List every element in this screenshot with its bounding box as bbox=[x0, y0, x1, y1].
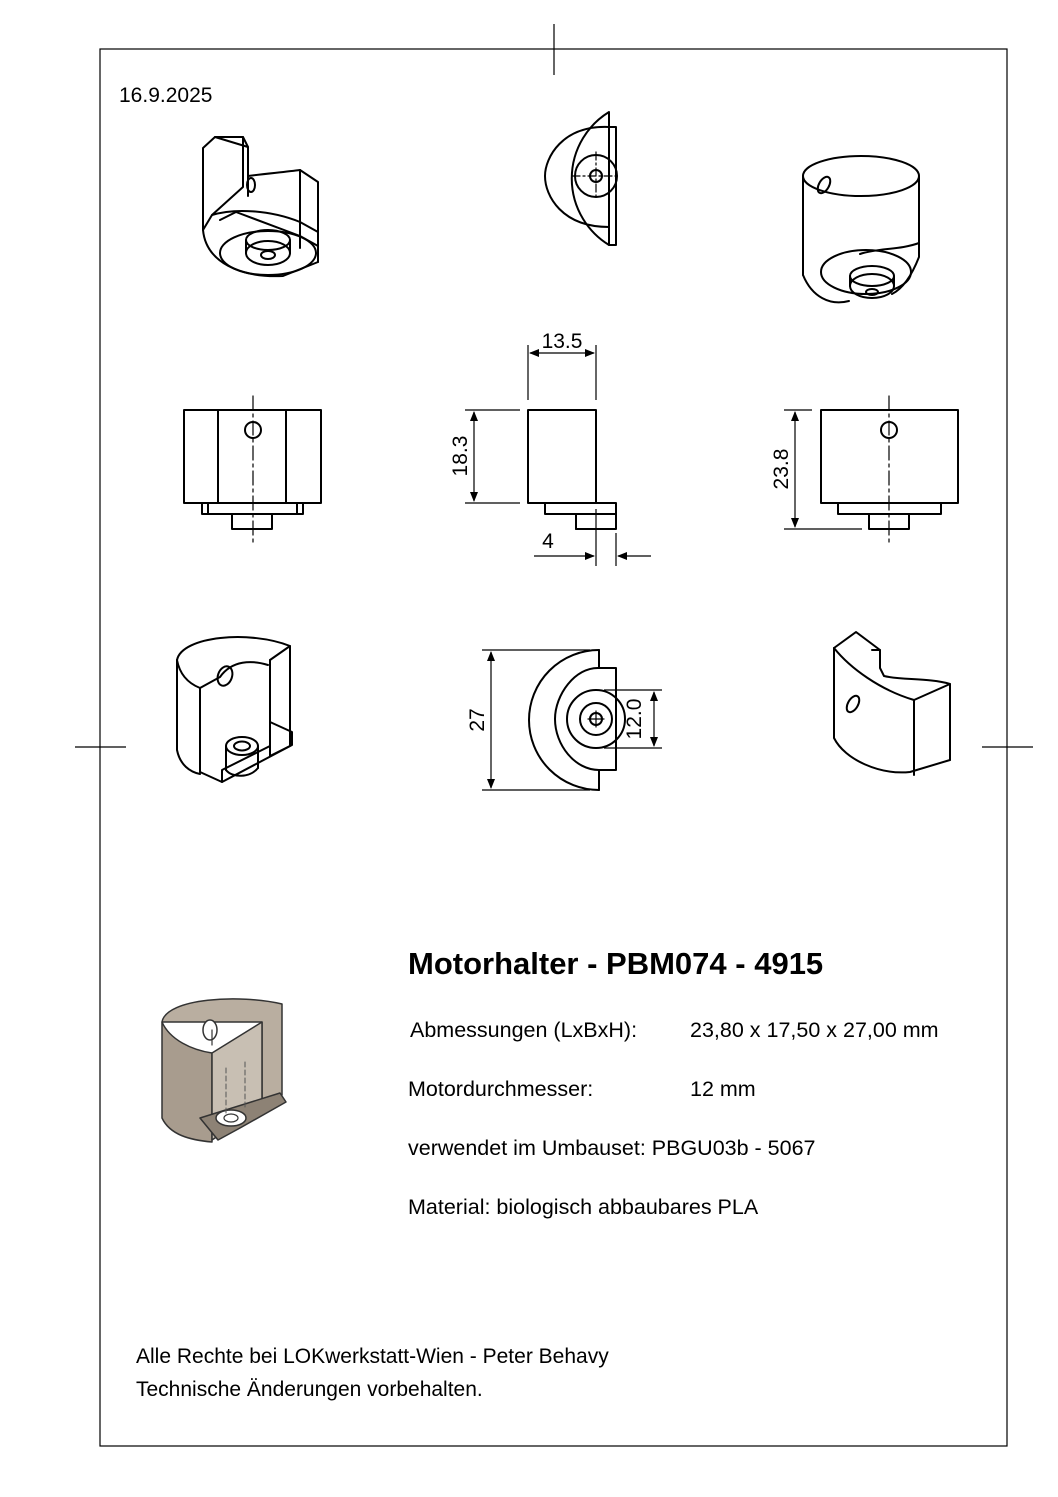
motor-diameter-value: 12 mm bbox=[690, 1077, 756, 1101]
top-view bbox=[545, 112, 620, 245]
motor-diameter-label: Motordurchmesser: bbox=[408, 1077, 594, 1101]
dim-width-label: 13.5 bbox=[541, 330, 583, 353]
part-title: Motorhalter - PBM074 - 4915 bbox=[408, 946, 824, 981]
dim-height-front-label: 18.3 bbox=[449, 435, 472, 477]
iso-view-shaded bbox=[162, 999, 286, 1142]
dimensions-label: Abmessungen (LxBxH): bbox=[410, 1018, 638, 1042]
changes-notice: Technische Änderungen vorbehalten. bbox=[136, 1378, 483, 1401]
dim-motor-diameter-label: 12.0 bbox=[623, 698, 646, 740]
kit-usage-text: verwendet im Umbauset: PBGU03b - 5067 bbox=[408, 1136, 816, 1160]
drawing-date: 16.9.2025 bbox=[119, 84, 213, 107]
dimensions-value: 23,80 x 17,50 x 27,00 mm bbox=[690, 1018, 939, 1042]
iso-view-top-left bbox=[203, 137, 318, 276]
front-view-right bbox=[821, 396, 958, 546]
front-view-left bbox=[184, 396, 321, 546]
side-view-middle bbox=[528, 410, 616, 529]
dim-depth-label: 27 bbox=[466, 708, 489, 732]
dimensions bbox=[465, 345, 862, 790]
iso-view-bottom-left bbox=[177, 637, 292, 782]
dimension-labels bbox=[449, 330, 793, 739]
bottom-view bbox=[529, 650, 625, 790]
iso-view-top-right bbox=[803, 156, 919, 302]
dim-offset-label: 4 bbox=[542, 530, 554, 553]
iso-view-bottom-right bbox=[834, 632, 950, 775]
drawing-frame bbox=[100, 49, 1007, 1446]
copyright-notice: Alle Rechte bei LOKwerkstatt-Wien - Peter Behavy bbox=[136, 1345, 609, 1368]
dim-height-right-label: 23.8 bbox=[770, 448, 793, 490]
material-text: Material: biologisch abbaubares PLA bbox=[408, 1195, 759, 1219]
